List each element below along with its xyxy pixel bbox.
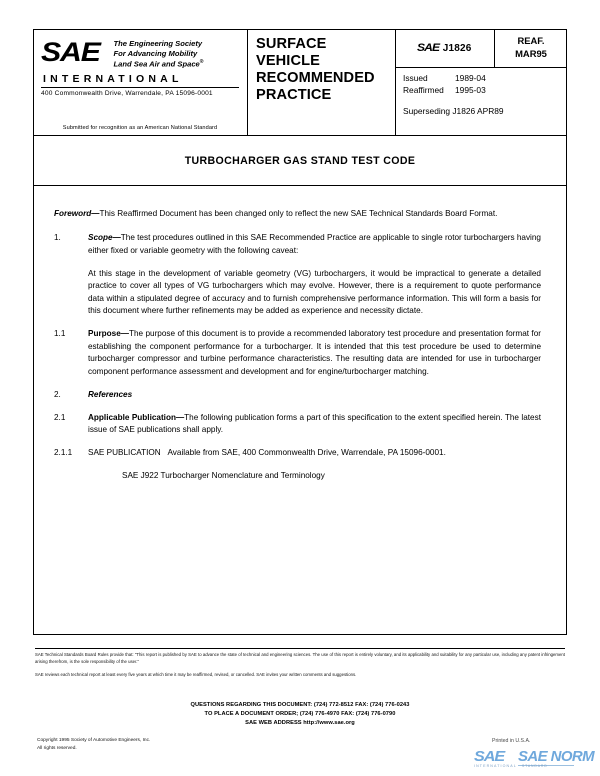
section-sae-publication — [54, 447, 541, 459]
sae-mini-logo: SAE — [417, 42, 440, 54]
practice-line-2: VEHICLE — [256, 53, 320, 70]
sae-international-label: INTERNATIONAL — [43, 72, 183, 85]
scope-number: 1. — [54, 233, 61, 243]
issued-label: Issued — [403, 73, 428, 83]
purpose-label: Purpose— — [88, 329, 129, 339]
contact-block — [0, 701, 600, 729]
header-divider-rule — [41, 87, 239, 88]
page-title: TURBOCHARGER GAS STAND TEST CODE — [184, 154, 416, 167]
watermark-norm-sublabel: STANDARD — [522, 764, 548, 768]
sae-logo — [41, 37, 241, 70]
scope-body — [88, 232, 541, 257]
scope-label: Scope— — [88, 233, 121, 243]
header-publisher-block — [33, 29, 248, 135]
sae-wordmark: SAE — [41, 37, 100, 67]
foreword-block — [54, 208, 541, 220]
sae-tagline-line-3: Land Sea Air and Space — [113, 59, 200, 69]
title-band — [33, 136, 567, 186]
status-line-1: REAF. — [517, 35, 545, 47]
header-docnumber-row — [396, 29, 567, 68]
references-label: References — [88, 389, 133, 399]
legal-divider-rule — [35, 648, 565, 649]
document-number: J1826 — [442, 42, 472, 54]
scope-text: The test procedures outlined in this SAE Recommended Practice are applicable to single rotor turbochargers having either fixed or variable geometry with the following caveat: — [88, 233, 541, 255]
legal-footer — [35, 648, 565, 686]
reaffirmed-label: Reaffirmed — [403, 84, 444, 95]
foreword-label: Foreword— — [54, 209, 100, 218]
sae-address: 400 Commonwealth Drive, Warrendale, PA 15096-0001 — [41, 89, 213, 97]
contact-questions: QUESTIONS REGARDING THIS DOCUMENT: (724) 772-8512 FAX: (724) 776-0243 — [190, 702, 410, 708]
legal-paragraph-1: SAE Technical Standards Board Rules provide that: "This report is published by SAE to advance the state of technical and engineering sciences. The use of this report is entirely voluntary, and its applicability and suitability for any particular use, including any patent infringement arising therefrom, is the sole responsibility of the user." — [35, 652, 565, 664]
foreword-text: This Reaffirmed Document has been changed only to reflect the new SAE Technical Standards Board Format. — [99, 209, 498, 218]
watermark-norm-wordmark: SAE NORM — [518, 748, 595, 765]
legal-paragraph-2: SAE reviews each technical report at least every five years at which time it may be reaffirmed, revised, or cancelled. SAE invites your written comments and suggestions. — [35, 672, 357, 678]
header-dates-block — [396, 68, 567, 135]
sae-tagline-line-2: For Advancing Mobility — [113, 49, 198, 59]
applicable-text: The following publication forms a part of this specification to the extent specified herein. The latest issue of SAE publications shall apply. — [88, 412, 541, 435]
section-purpose — [54, 328, 541, 378]
section-scope — [54, 232, 541, 257]
publication-label: SAE PUBLICATION — [88, 448, 161, 458]
practice-line-4: PRACTICE — [256, 87, 332, 104]
practice-line-1: SURFACE — [256, 36, 327, 52]
scope-paragraph-2: At this stage in the development of variable geometry (VG) turbochargers, it would be impractical to generate a detailed practice to cover all types of VG turbochargers which may evolve. However, there is a requirement to quote performance data within a stipulated degree of accuracy and to furnish comprehensive performance information. This will form a basis for this document where further refinements may be added as experience and necessity dictate. — [88, 268, 541, 316]
section-references — [54, 389, 541, 401]
document-header — [33, 29, 567, 136]
practice-line-3: RECOMMENDED — [256, 70, 375, 87]
contact-web-address[interactable]: SAE WEB ADDRESS http://www.sae.org — [245, 720, 355, 727]
purpose-text: The purpose of this document is to provide a recommended laboratory test procedure and presentation format for establishing the component performance for a turbocharger. It is intended that this test procedure be used to determine turbocharger compressor and turbine performance characteristics. The resulting data are intended for use in turbocharger component performance assessment and development and for engine/turbocharger matching. — [88, 329, 541, 376]
copyright-line-1: Copyright 1995 Society of Automotive Engineers, Inc. — [37, 738, 151, 743]
superseding-note: Superseding J1826 APR89 — [403, 105, 504, 116]
sae-tagline-line-1: The Engineering Society — [113, 39, 203, 48]
publication-text: Available from SAE, 400 Commonwealth Drive, Warrendale, PA 15096-0001. — [167, 448, 446, 458]
header-practice-block — [248, 29, 396, 135]
reaffirmed-value: 1995-03 — [455, 84, 486, 95]
issued-value: 1989-04 — [455, 73, 486, 83]
copyright-block — [37, 737, 150, 752]
status-line-2: MAR95 — [515, 48, 547, 59]
watermark-international-label: INTERNATIONAL — [474, 764, 517, 768]
submitted-note: Submitted for recognition as an American National Standard — [62, 125, 218, 131]
issued-row — [403, 73, 567, 85]
references-number: 2. — [54, 389, 61, 399]
header-meta-block — [396, 29, 567, 135]
references-body — [88, 389, 541, 401]
publication-number: 2.1.1 — [54, 448, 73, 458]
status-badge — [495, 29, 567, 67]
reaffirmed-row — [403, 85, 567, 97]
applicable-number: 2.1 — [54, 412, 66, 422]
applicable-label: Applicable Publication— — [88, 412, 185, 422]
document-number-cell — [396, 29, 495, 67]
sae-tagline: The Engineering Society For Advancing Mobility Land Sea Air and Space® — [113, 39, 204, 69]
applicable-body — [88, 412, 541, 437]
section-applicable-publication — [54, 412, 541, 437]
foreword-body — [54, 208, 541, 220]
publication-body — [88, 447, 541, 459]
watermark-sae-wordmark: SAE — [474, 748, 505, 765]
sae-watermark-logo — [474, 738, 595, 772]
document-body — [33, 186, 567, 635]
purpose-number: 1.1 — [54, 329, 66, 339]
copyright-line-2: All rights reserved. — [37, 745, 77, 751]
purpose-body — [88, 328, 541, 378]
contact-order: TO PLACE A DOCUMENT ORDER; (724) 776-4970 FAX: (724) 776-0790 — [204, 711, 396, 718]
publication-list-item: SAE J922 Turbocharger Nomenclature and Terminology — [122, 471, 325, 481]
printed-in-note: Printed in U.S.A. — [492, 738, 531, 744]
